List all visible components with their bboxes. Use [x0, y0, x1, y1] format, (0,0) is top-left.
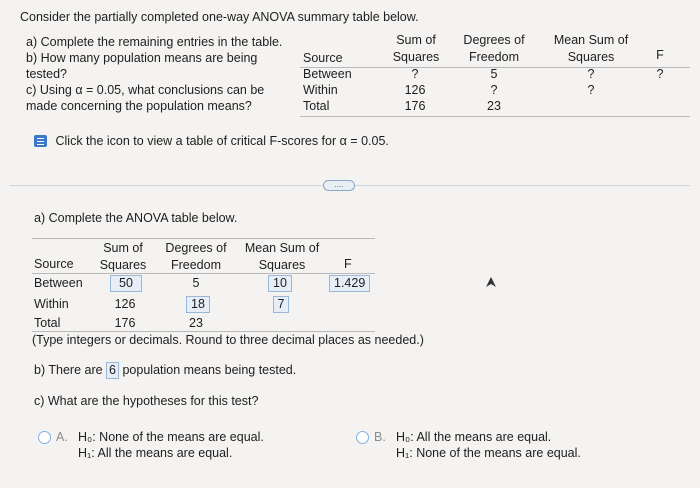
hint-row[interactable]: [34, 134, 389, 148]
given-bottom-rule: [300, 116, 690, 117]
answer-row-total-ss: 176: [114, 316, 136, 330]
expand-button[interactable]: ....: [323, 180, 355, 191]
question-part-b-line2: tested?: [26, 67, 68, 81]
given-row-total-ss: 176: [404, 99, 426, 113]
answer-header-rule: [32, 273, 375, 274]
given-row-within-source: Within: [303, 83, 338, 97]
option-b-radio[interactable]: [356, 431, 369, 444]
given-row-between-ms: ?: [587, 67, 595, 81]
given-row-between-df: 5: [490, 67, 498, 81]
answer-b-row: b) There are 6 population means being tested.: [34, 363, 297, 377]
answer-top-rule: [32, 238, 375, 239]
answer-a-note: (Type integers or decimals. Round to three decimal places as needed.): [32, 333, 424, 347]
given-row-within-df: ?: [490, 83, 498, 97]
given-row-within-ss: 126: [404, 83, 426, 97]
given-row-total-df: 23: [487, 99, 501, 113]
question-part-c-line2: made concerning the population means?: [26, 99, 252, 113]
given-header-source: Source: [303, 51, 343, 65]
answer-row-within-ss: 126: [114, 297, 136, 311]
mouse-cursor-icon: [485, 276, 497, 291]
given-header-df: Degrees of Freedom: [463, 33, 525, 64]
answer-row-total-source: Total: [34, 316, 61, 330]
question-part-b-line1: b) How many population means are being: [26, 51, 258, 65]
question-part-a: a) Complete the remaining entries in the table.: [26, 35, 283, 49]
between-f-input[interactable]: 1.429: [329, 275, 370, 292]
answer-header-source: Source: [34, 257, 74, 271]
given-row-within-ms: ?: [587, 83, 595, 97]
option-a-h1: H₁: All the means are equal.: [78, 446, 233, 460]
answer-row-total-df: 23: [189, 316, 203, 330]
within-ms-input[interactable]: 7: [273, 296, 289, 313]
option-a-radio[interactable]: [38, 431, 51, 444]
given-row-total-source: Total: [303, 99, 330, 113]
table-icon[interactable]: [34, 135, 47, 147]
answer-header-ss: Sum of Squares: [99, 241, 147, 272]
answer-row-within-source: Within: [34, 297, 69, 311]
answer-header-df: Degrees of Freedom: [165, 241, 227, 272]
option-b-letter: B.: [374, 430, 386, 444]
question-intro: Consider the partially completed one-way ANOVA summary table below.: [20, 10, 419, 24]
population-means-input[interactable]: 6: [106, 362, 119, 379]
given-row-between-f: ?: [656, 67, 664, 81]
given-header-ss: Sum of Squares: [392, 33, 440, 64]
option-a-h0: H₀: None of the means are equal.: [78, 430, 264, 444]
option-a-letter: A.: [56, 430, 68, 444]
answer-bottom-rule: [32, 331, 375, 332]
answer-a-label: a) Complete the ANOVA table below.: [34, 211, 238, 225]
given-header-ms: Mean Sum of Squares: [553, 33, 629, 64]
given-row-between-ss: ?: [411, 67, 419, 81]
between-ms-input[interactable]: 10: [268, 275, 292, 292]
within-df-input[interactable]: 18: [186, 296, 210, 313]
answer-header-f: F: [344, 257, 352, 271]
hint-text: Click the icon to view a table of critical F-scores for α = 0.05.: [55, 134, 389, 148]
option-b-h0: H₀: All the means are equal.: [396, 430, 552, 444]
given-header-f: F: [656, 48, 664, 62]
answer-c-label: c) What are the hypotheses for this test?: [34, 394, 259, 408]
between-ss-input[interactable]: 50: [110, 275, 142, 292]
given-row-between-source: Between: [303, 67, 352, 81]
option-b-h1: H₁: None of the means are equal.: [396, 446, 581, 460]
answer-header-ms: Mean Sum of Squares: [244, 241, 320, 272]
question-part-c-line1: c) Using α = 0.05, what conclusions can be: [26, 83, 265, 97]
answer-row-between-source: Between: [34, 276, 83, 290]
answer-row-between-df: 5: [192, 276, 200, 290]
